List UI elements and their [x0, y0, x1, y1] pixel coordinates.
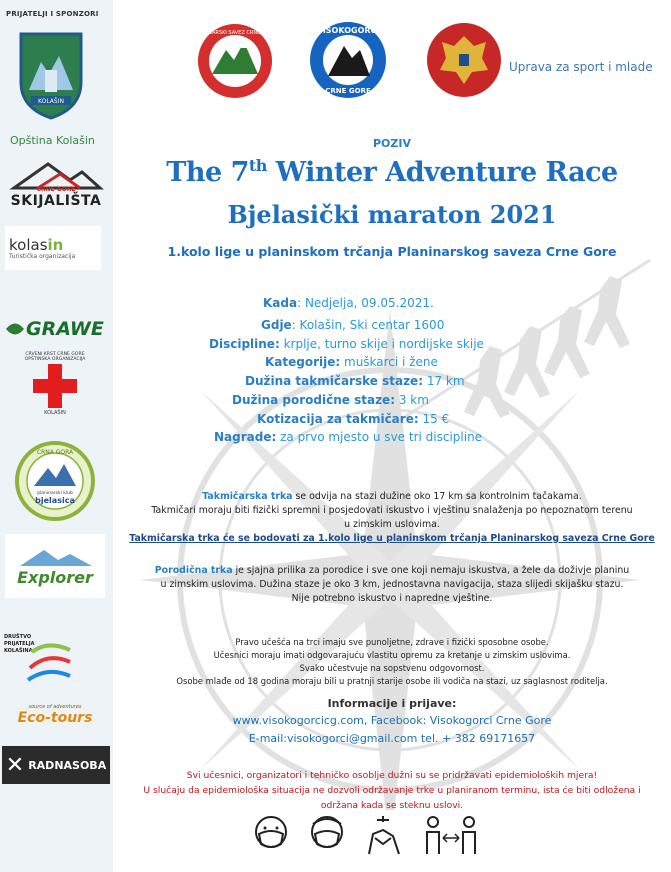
info-fee: Kotizacija za takmičare: 15 € — [257, 412, 450, 426]
event-subtitle: Bjelasički maraton 2021 — [227, 200, 557, 229]
drustvo-prijatelja-logo: DRUŠTVO PRIJATELJA KOLAŠINA — [4, 632, 106, 684]
distance-icon — [421, 814, 481, 856]
family-paragraph: Porodična trka je sjajna prilika za porodice i sve one koji nemaju iskustva, a žele da doživje planinu u zimskim uslovima. Dužina staze je oko 3 km, jednostavna navigacija, staza slijedi skijašku stazu. Nije potrebno iskustvo i napredne vještine. — [154, 565, 630, 604]
red-cross-logo: CRVENI KRST CRNE GORE OPŠTINSKA ORGANIZACIJA KOLAŠIN — [24, 352, 86, 416]
sponsors-title: PRIJATELJI I SPONZORI — [6, 10, 99, 18]
kolasin-in-logo: kolasin Turistička organizacija — [5, 226, 101, 270]
mask-icon — [251, 814, 291, 856]
ministry-label: Uprava za sport i mlade — [509, 60, 653, 74]
explorer-logo: Explorer — [5, 534, 105, 598]
info-race-length: Dužina takmičarske staze: 17 km — [245, 374, 465, 388]
league-points-link[interactable]: Takmičarska trka će se bodovati za 1.kolo lige u planinskom trčanja Planinarskog saveza Crne Gore — [129, 533, 655, 544]
info-categories: Kategorije: muškarci i žene — [265, 355, 438, 369]
grawe-leaf-icon — [4, 318, 26, 340]
grawe-logo: GRAWE — [4, 314, 106, 344]
poziv-label: POZIV — [373, 137, 411, 150]
radnasoba-logo: ✕ RADNASOBA — [2, 746, 110, 784]
main-content — [113, 0, 671, 872]
svg-text:bjelasica: bjelasica — [35, 496, 75, 505]
opstina-kolasin-label: Opština Kolašin — [10, 134, 95, 147]
visokogorci-logo — [308, 20, 388, 100]
svg-text:KOLAŠIN: KOLAŠIN — [38, 98, 64, 105]
svg-text:CRNE GORE: CRNE GORE — [325, 87, 371, 95]
epidemic-warning: Svi učesnici, organizatori i tehničko osoblje dužni su se pridržavati epidemioloških mjera! U slučaju da epidemiološka situacija ne dozvoli održavanje trke u planiranom terminu, ista će biti odložena i održana kada se steknu uslovi. — [143, 770, 641, 811]
bjelasica-club-logo — [14, 440, 96, 522]
rules-paragraph: Pravo učešća na trci imaju sve punoljetne, zdrave i fizički sposobne osobe. Učesnici moraju imati odgovarajuću vlastitu opremu za kretanje u zimskim uslovima. Svako učestvuje na sopstvenu odgovornost. Osobe mlađe od 18 godina moraju bili u pratnji starije osobe ili vodiča na stazi, uz saglasnost roditelja. — [176, 637, 608, 686]
hand-wash-icon — [363, 814, 405, 856]
info-prizes: Nagrade: za prvo mjesto u sve tri discipline — [214, 430, 483, 444]
sponsor-sidebar — [0, 0, 113, 872]
info-family-length: Dužina porodične staze: 3 km — [232, 393, 429, 407]
contact-heading: Informacije i prijave: — [327, 697, 457, 710]
skijalista-logo: CRNE GORE SKIJALIŠTA — [8, 155, 104, 213]
svg-text:VISOKOGORCI: VISOKOGORCI — [316, 26, 380, 35]
montenegro-coat-of-arms — [426, 22, 502, 98]
red-cross-icon — [31, 362, 79, 410]
svg-text:planinarski klub: planinarski klub — [37, 491, 73, 496]
covid-icons-row — [251, 814, 551, 858]
planinarski-savez-logo — [196, 22, 274, 100]
eco-tours-logo: source of adventures Eco-tours — [17, 704, 93, 726]
x-icon: ✕ — [5, 752, 25, 778]
mask-icon — [307, 814, 347, 856]
league-subtitle: 1.kolo lige u planinskom trčanja Planinarskog saveza Crne Gore — [167, 244, 617, 259]
contact-email[interactable]: E-mail:visokogorci@gmail.com tel. + 382 69171657 — [248, 732, 536, 745]
info-disciplines: Discipline: krplje, turno skije i nordijske skije — [209, 337, 484, 351]
contact-web-link[interactable]: www.visokogorcicg.com, Facebook: Visokogorci Crne Gore — [232, 714, 552, 727]
info-when: Kada: Nedjelja, 09.05.2021. — [263, 296, 434, 310]
info-where: Gdje: Kolašin, Ski centar 1600 — [261, 318, 445, 332]
competitive-paragraph: Takmičarska trka se odvija na stazi dužine oko 17 km sa kontrolnim tačakama. Takmičari moraju biti fizički spremni i posjedovati iskustvo i vještinu snalaženja po nepoznatom terenu u zimskim uslovima. Takmičarska trka će se bodovati za 1.kolo lige u planinskom trčanja Planinarskog saveza Crne Gore — [113, 490, 671, 546]
svg-text:CRNA GORA: CRNA GORA — [36, 449, 74, 456]
event-title: The 7th Winter Adventure Race — [166, 156, 618, 188]
svg-text:PLANINARSKI SAVEZ CRNE GORE: PLANINARSKI SAVEZ CRNE GORE — [196, 30, 274, 36]
kolasin-crest-logo — [15, 30, 87, 120]
